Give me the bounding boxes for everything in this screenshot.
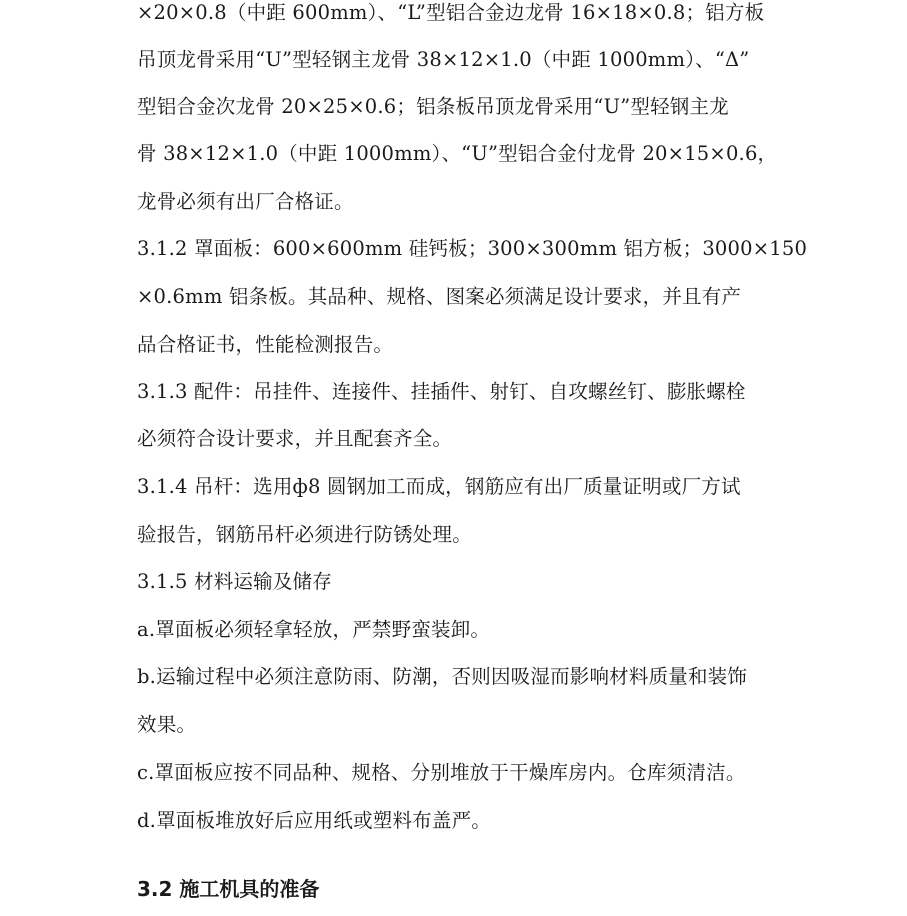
text-line: 龙骨必须有出厂合格证。 [137,190,354,213]
text-line: 效果。 [137,713,197,736]
text-line: 3.1.2 罩面板：600×600mm 硅钙板；300×300mm 铝方板；3000×150 [137,237,808,260]
section-heading: 3.2 施工机具的准备 [137,877,320,901]
text-line: 必须符合设计要求，并且配套齐全。 [137,427,453,450]
text-line: ×20×0.8（中距 600mm）、“L”型铝合金边龙骨 16×18×0.8；铝方板 [137,1,765,24]
text-line: 型铝合金次龙骨 20×25×0.6；铝条板吊顶龙骨采用“U”型轻钢主龙 [137,95,729,118]
text-line: 验报告，钢筋吊杆必须进行防锈处理。 [137,523,472,546]
text-line: d.罩面板堆放好后应用纸或塑料布盖严。 [137,809,491,832]
text-line: 3.1.3 配件：吊挂件、连接件、挂插件、射钉、自攻螺丝钉、膨胀螺栓 [137,380,746,403]
text-line: 品合格证书，性能检测报告。 [137,333,394,356]
text-line: 3.1.4 吊杆：选用ф8 圆钢加工而成，钢筋应有出厂质量证明或厂方试 [137,475,741,498]
text-line: ×0.6mm 铝条板。其品种、规格、图案必须满足设计要求，并且有产 [137,285,742,308]
text-line: 骨 38×12×1.0（中距 1000mm）、“U”型铝合金付龙骨 20×15×0.6， [137,142,778,165]
text-line: a.罩面板必须轻拿轻放，严禁野蛮装卸。 [137,618,491,641]
text-line: 吊顶龙骨采用“U”型轻钢主龙骨 38×12×1.0（中距 1000mm）、“Δ” [137,48,750,71]
text-line: b.运输过程中必须注意防雨、防潮，否则因吸湿而影响材料质量和装饰 [137,665,748,688]
text-line: 3.1.5 材料运输及储存 [137,570,332,593]
text-line: c.罩面板应按不同品种、规格、分别堆放于干燥库房内。仓库须清洁。 [137,761,746,784]
